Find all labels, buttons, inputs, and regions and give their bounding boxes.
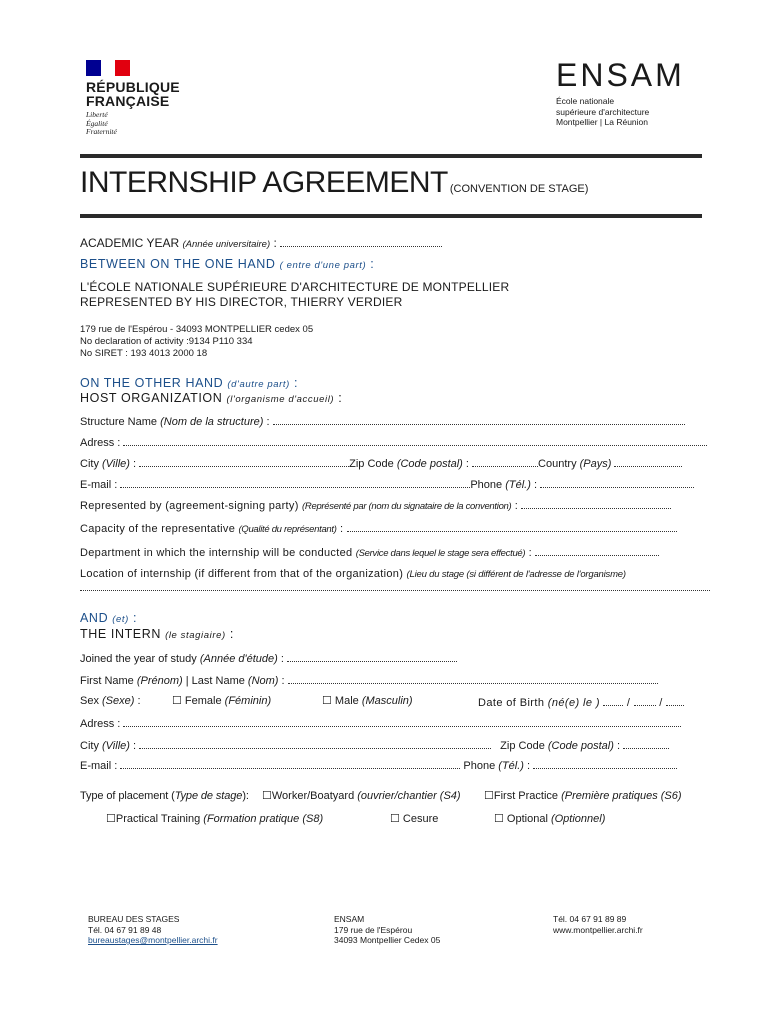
party2-heading-text: ON THE OTHER HAND: [80, 376, 228, 390]
intern-zip-colon: :: [613, 740, 621, 752]
host-zip-label-fr: (Code postal): [396, 458, 463, 470]
female-label: ☐ Female: [172, 695, 225, 707]
placement-label: Type of placement (: [80, 790, 175, 802]
intern-address-field[interactable]: [123, 716, 681, 727]
male-label-fr: (Masculin): [361, 695, 413, 707]
last-name-label: | Last Name: [182, 675, 248, 687]
footer-website: www.montpellier.archi.fr: [553, 924, 643, 935]
rf-name-line2: FRANÇAISE: [86, 93, 170, 109]
host-email-label: E-mail :: [80, 479, 118, 491]
worker-checkbox[interactable]: [262, 790, 461, 803]
rf-motto-3: Fraternité: [86, 127, 117, 136]
footer-office-phone: Tél. 04 67 91 89 48: [88, 924, 162, 935]
host-city-field[interactable]: [139, 456, 349, 467]
optional-label: ☐ Optional: [494, 813, 551, 825]
rf-motto-2: Égalité: [86, 118, 108, 128]
placement-label-fr: Type de stage: [174, 790, 243, 802]
location-label-fr: (Lieu du stage (si différent de l'adresse de l'organisme): [406, 569, 626, 580]
party1-siret: No SIRET : 193 4013 2000 18: [80, 348, 208, 359]
and-heading-fr: (et): [112, 614, 129, 625]
party1-director: REPRESENTED BY HIS DIRECTOR, THIERRY VERDIER: [80, 295, 403, 309]
department-label: Department in which the internship will be conducted: [80, 547, 356, 559]
ensam-mark: ENSAM: [556, 57, 685, 93]
rf-name-line1: RÉPUBLIQUE: [86, 79, 180, 95]
intern-city-colon: :: [129, 740, 137, 752]
ensam-subtitle: [556, 96, 716, 128]
republique-francaise-logo: [86, 60, 196, 137]
first-name-label: First Name: [80, 675, 137, 687]
and-heading: [80, 612, 137, 626]
structure-name-label-fr: (Nom de la structure): [160, 416, 264, 428]
party2-heading: [80, 377, 298, 391]
intern-name-field[interactable]: [288, 673, 658, 684]
ensam-sub-2: supérieure d'architecture: [556, 106, 650, 117]
host-city-row: [80, 456, 682, 471]
host-organization-heading: [80, 392, 342, 406]
academic-year-label: ACADEMIC YEAR: [80, 236, 183, 250]
intern-email-row: [80, 758, 677, 773]
dob-month-field[interactable]: [634, 695, 656, 706]
first-practice-label: ☐First Practice: [484, 790, 562, 802]
party1-heading-fr: ( entre d'une part): [279, 260, 367, 271]
dob-day-field[interactable]: [603, 695, 623, 706]
sex-row: [80, 695, 141, 708]
footer-ensam-street: 179 rue de l'Espérou: [334, 924, 413, 935]
sex-colon: :: [134, 695, 141, 707]
academic-year-field[interactable]: [280, 236, 442, 247]
academic-year-label-fr: (Année universitaire): [182, 239, 271, 250]
dob-slash-1: /: [626, 697, 631, 709]
structure-name-row: [80, 414, 685, 429]
female-label-fr: (Féminin): [224, 695, 272, 707]
footer-office-name: BUREAU DES STAGES: [88, 914, 180, 924]
joined-row: [80, 651, 457, 666]
first-practice-checkbox[interactable]: [484, 790, 682, 803]
intern-phone-field[interactable]: [533, 758, 677, 769]
intern-address-label: Adress :: [80, 718, 121, 730]
host-city-colon: :: [129, 458, 137, 470]
intern-colon: :: [225, 627, 234, 641]
intern-phone-label: Phone: [463, 760, 499, 772]
joined-colon: :: [277, 653, 284, 665]
host-heading-text: HOST ORGANIZATION: [80, 391, 227, 405]
represented-label-fr: (Représenté par (nom du signataire de la convention): [302, 501, 512, 512]
host-address-row: [80, 435, 707, 450]
footer-ensam-address: [334, 914, 440, 946]
dob-year-field[interactable]: [666, 695, 684, 706]
rf-motto-1: Liberté: [86, 110, 108, 119]
intern-address-row: [80, 716, 681, 731]
party1-declaration: No declaration of activity :9134 P110 334: [80, 336, 253, 347]
intern-city-label: City: [80, 740, 102, 752]
structure-name-field[interactable]: [273, 414, 685, 425]
party1-colon: :: [366, 257, 375, 271]
party2-heading-fr: (d'autre part): [227, 379, 290, 390]
represented-row: [80, 498, 671, 513]
location-row: [80, 568, 626, 581]
host-country-label: Country: [538, 458, 580, 470]
party1-heading-text: BETWEEN ON THE ONE HAND: [80, 257, 280, 271]
host-city-label-fr: (Ville): [102, 458, 130, 470]
host-zip-field[interactable]: [472, 456, 538, 467]
document-title: [80, 166, 588, 200]
capacity-colon: :: [336, 523, 344, 535]
and-colon: :: [128, 611, 138, 625]
host-address-label: Adress :: [80, 437, 121, 449]
intern-city-field[interactable]: [139, 738, 491, 749]
host-heading-fr: (l'organisme d'accueil): [226, 394, 335, 405]
host-city-label: City: [80, 458, 102, 470]
intern-name-row: [80, 673, 658, 688]
host-zip-colon: :: [462, 458, 469, 470]
dob-slash-2: /: [659, 697, 663, 709]
location-field[interactable]: [80, 590, 710, 591]
department-colon: :: [525, 547, 532, 559]
french-flag-icon: [86, 60, 130, 76]
ensam-logo: [556, 58, 716, 128]
ensam-sub-3: Montpellier | La Réunion: [556, 117, 648, 127]
capacity-row: [80, 521, 677, 536]
worker-label-fr: (ouvrier/chantier (S4): [357, 790, 461, 802]
intern-city-label-fr: (Ville): [102, 740, 130, 752]
title-sub: (CONVENTION DE STAGE): [449, 183, 589, 195]
sex-label: Sex: [80, 695, 103, 707]
dob-label-fr: (né(e) le ): [547, 697, 600, 709]
ensam-sub-1: École nationale: [556, 96, 615, 106]
footer-main-phone: Tél. 04 67 91 89 89: [553, 914, 627, 924]
first-practice-label-fr: (Première pratiques (S6): [561, 790, 682, 802]
footer-office-email-link[interactable]: bureaustages@montpellier.archi.fr: [88, 935, 218, 945]
department-row: [80, 545, 659, 560]
dob-row: [478, 695, 684, 710]
cesure-checkbox[interactable]: ☐ Cesure: [390, 813, 439, 825]
placement-row: [80, 790, 249, 803]
name-colon: :: [278, 675, 285, 687]
joined-field[interactable]: [287, 651, 457, 662]
optional-checkbox[interactable]: [494, 813, 605, 826]
academic-year-colon: :: [270, 236, 277, 250]
host-address-field[interactable]: [123, 435, 707, 446]
intern-phone-colon: :: [523, 760, 531, 772]
represented-field[interactable]: [521, 498, 671, 509]
and-heading-text: AND: [80, 611, 113, 625]
first-name-label-fr: (Prénom): [136, 675, 183, 687]
department-label-fr: (Service dans lequel le stage sera effectué): [355, 548, 526, 559]
party1-address: 179 rue de l'Espérou - 34093 MONTPELLIER cedex 05: [80, 324, 314, 335]
placement-label-end: ):: [242, 790, 249, 802]
host-zip-label: Zip Code: [349, 458, 397, 470]
structure-name-label: Structure Name: [80, 416, 161, 428]
capacity-label: Capacity of the representative: [80, 523, 239, 535]
party1-school: L'ÉCOLE NATIONALE SUPÉRIEURE D'ARCHITECTURE DE MONTPELLIER: [80, 280, 510, 294]
location-label: Location of internship (if different from that of the organization): [80, 568, 407, 580]
practical-training-label: ☐Practical Training: [106, 813, 204, 825]
joined-label: Joined the year of study: [80, 653, 200, 665]
title-top-rule: [80, 154, 702, 158]
host-country-field[interactable]: [614, 456, 682, 467]
host-phone-colon: :: [530, 479, 538, 491]
sex-label-fr: (Sexe): [102, 695, 135, 707]
footer-contact: [553, 914, 643, 935]
footer-ensam-name: ENSAM: [334, 914, 365, 924]
intern-email-field[interactable]: [120, 758, 460, 769]
rf-motto: [86, 111, 196, 137]
host-phone-label: Phone: [470, 479, 506, 491]
intern-heading: [80, 628, 234, 642]
practical-training-label-fr: (Formation pratique (S8): [203, 813, 324, 825]
female-checkbox[interactable]: [172, 695, 271, 708]
capacity-label-fr: (Qualité du représentant): [238, 524, 337, 535]
host-phone-label-fr: (Tél.): [505, 479, 531, 491]
party1-heading: [80, 258, 374, 272]
intern-zip-label-fr: (Code postal): [547, 740, 614, 752]
optional-label-fr: (Optionnel): [550, 813, 606, 825]
intern-heading-text: THE INTERN: [80, 627, 166, 641]
intern-heading-fr: (le stagiaire): [165, 630, 226, 641]
capacity-field[interactable]: [347, 521, 677, 532]
title-bottom-rule: [80, 214, 702, 218]
department-field[interactable]: [535, 545, 659, 556]
worker-label: ☐Worker/Boatyard: [262, 790, 358, 802]
host-colon: :: [334, 391, 343, 405]
dob-label: Date of Birth: [478, 697, 548, 709]
party2-colon: :: [289, 376, 299, 390]
academic-year-row: [80, 236, 442, 251]
intern-email-label: E-mail :: [80, 760, 118, 772]
represented-colon: :: [511, 500, 519, 512]
footer-ensam-city: 34093 Montpellier Cedex 05: [334, 935, 441, 945]
host-country-label-fr: (Pays): [579, 458, 612, 470]
structure-name-colon: :: [263, 416, 270, 428]
last-name-label-fr: (Nom): [247, 675, 279, 687]
practical-training-checkbox[interactable]: [106, 813, 323, 826]
male-checkbox[interactable]: [322, 695, 413, 708]
title-main: INTERNSHIP AGREEMENT: [80, 166, 448, 199]
intern-city-row: [80, 738, 669, 753]
footer-internship-office: [88, 914, 218, 946]
host-email-field[interactable]: [120, 477, 470, 488]
joined-label-fr: (Année d'étude): [199, 653, 278, 665]
intern-phone-label-fr: (Tél.): [498, 760, 524, 772]
intern-zip-field[interactable]: [623, 738, 669, 749]
male-label: ☐ Male: [322, 695, 362, 707]
host-email-row: [80, 477, 694, 492]
intern-zip-label: Zip Code: [500, 740, 548, 752]
represented-label: Represented by (agreement-signing party): [80, 500, 303, 512]
host-phone-field[interactable]: [540, 477, 694, 488]
